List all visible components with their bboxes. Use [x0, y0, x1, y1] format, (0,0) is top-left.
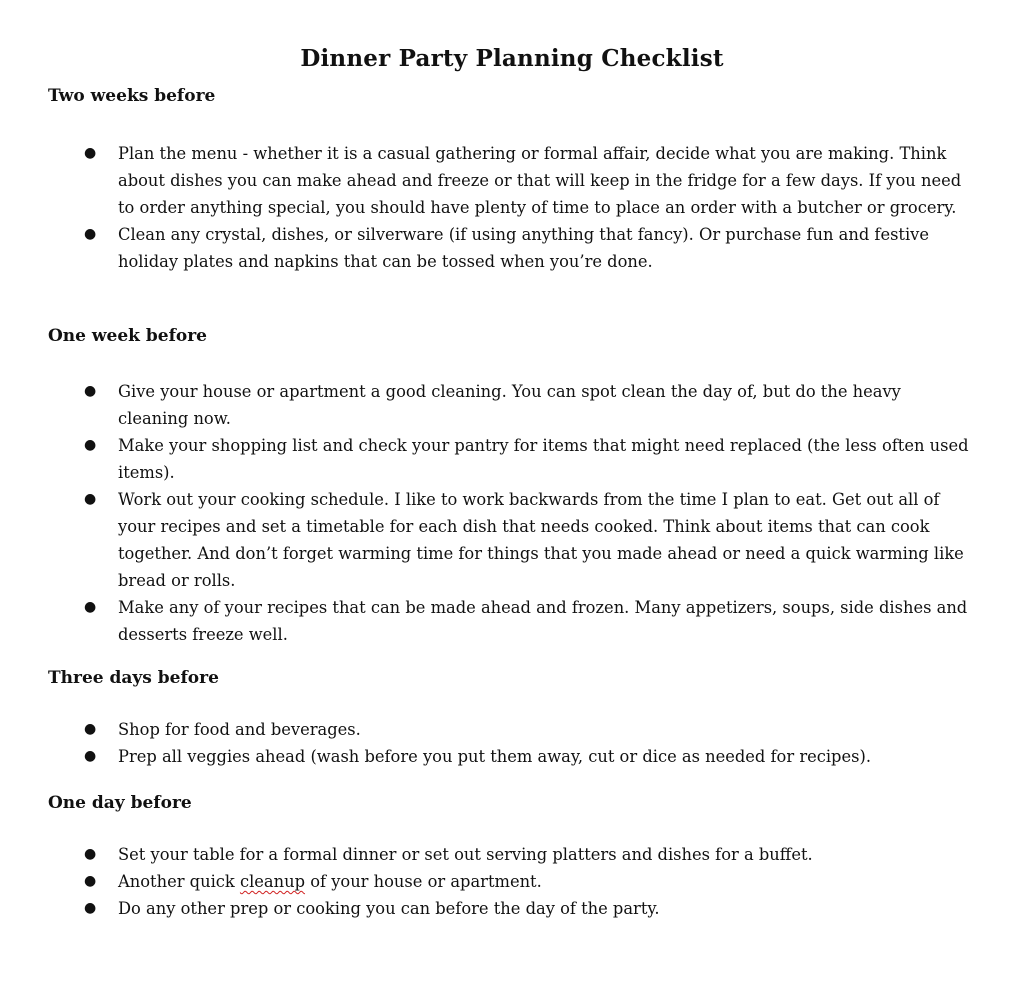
list-item-text: Prep all veggies ahead (wash before you put them away, cut or dice as needed for recipes). — [118, 747, 871, 766]
list-item — [0, 868, 970, 895]
list-item-text: Work out your cooking schedule. I like to work backwards from the time I plan to eat. Get out all of your recipes and set a timetable for each dish that needs cooked. Think about items that can cook together. And don’t forget warming time for things that you made ahead or need a quick warming like bread or rolls. — [118, 490, 964, 590]
list-item — [0, 895, 970, 922]
document-title: Dinner Party Planning Checklist — [300, 45, 724, 73]
bullet-icon: ● — [84, 873, 97, 889]
three-days-before-list — [0, 716, 1024, 770]
list-item-text: Give your house or apartment a good cleaning. You can spot clean the day of, but do the heavy cleaning now. — [118, 382, 901, 428]
one-week-before-list — [0, 378, 1024, 648]
bullet-icon: ● — [84, 437, 97, 453]
section-heading-two-weeks-before: Two weeks before — [48, 86, 216, 106]
bullet-icon: ● — [84, 383, 97, 399]
list-item — [0, 716, 970, 743]
list-item — [0, 594, 970, 648]
bullet-icon: ● — [84, 748, 97, 764]
list-item-text: Make any of your recipes that can be made ahead and frozen. Many appetizers, soups, side dishes and desserts freeze well. — [118, 598, 968, 644]
list-item — [0, 841, 970, 868]
bullet-icon: ● — [84, 721, 97, 737]
one-day-before-list — [0, 841, 1024, 922]
list-item — [0, 743, 970, 770]
list-item-text: Make your shopping list and check your pantry for items that might need replaced (the less often used items). — [118, 436, 969, 482]
list-item — [0, 486, 970, 594]
list-item-text-before: Another quick — [118, 872, 240, 891]
list-item-text: Do any other prep or cooking you can before the day of the party. — [118, 899, 660, 918]
spellcheck-flagged-word: cleanup — [239, 872, 306, 891]
bullet-icon: ● — [84, 145, 97, 161]
list-item-text: Clean any crystal, dishes, or silverware (if using anything that fancy). Or purchase fun and festive holiday plates and napkins that can be tossed when you’re done. — [118, 225, 930, 271]
bullet-icon: ● — [84, 900, 97, 916]
list-item — [0, 140, 970, 221]
list-item — [0, 432, 970, 486]
list-item — [0, 221, 970, 275]
bullet-icon: ● — [84, 846, 97, 862]
list-item-text: Set your table for a formal dinner or set out serving platters and dishes for a buffet. — [118, 845, 813, 864]
section-heading-one-week-before: One week before — [48, 326, 207, 346]
section-heading-one-day-before: One day before — [48, 793, 192, 813]
bullet-icon: ● — [84, 491, 97, 507]
section-heading-three-days-before: Three days before — [48, 668, 219, 688]
two-weeks-before-list — [0, 140, 1024, 275]
list-item-text: Shop for food and beverages. — [118, 720, 361, 739]
bullet-icon: ● — [84, 226, 97, 242]
list-item-text: Plan the menu - whether it is a casual gathering or formal affair, decide what you are making. Think about dishes you can make ahead and freeze or that will keep in the fridge for a few days. If you need to order anything special, you should have plenty of time to place an order with a butcher or grocery. — [118, 144, 962, 217]
list-item — [0, 378, 970, 432]
bullet-icon: ● — [84, 599, 97, 615]
list-item-text-after: of your house or apartment. — [305, 872, 542, 891]
